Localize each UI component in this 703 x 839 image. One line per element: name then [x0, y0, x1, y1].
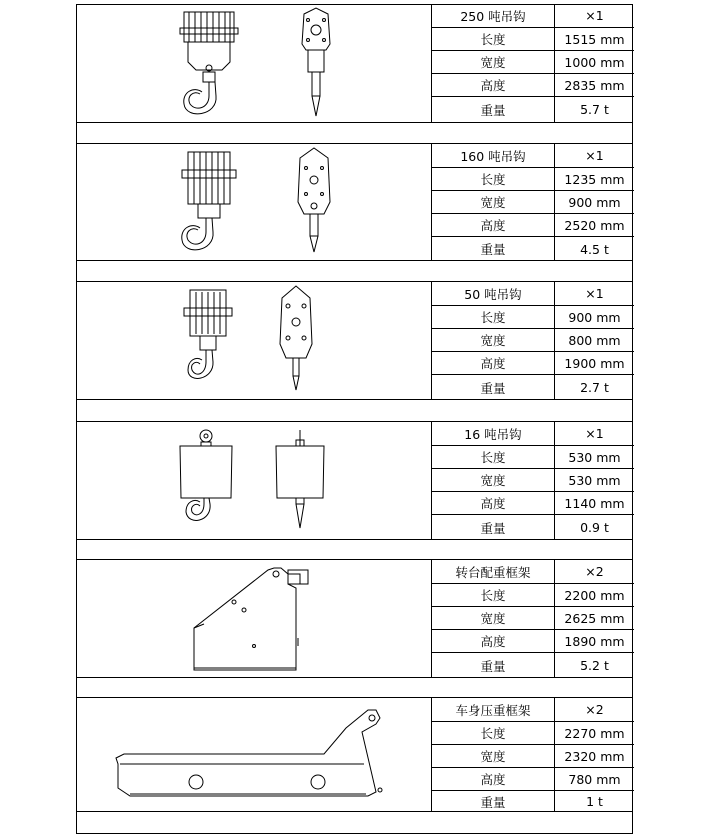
- spec-label: 宽度: [432, 329, 555, 351]
- item-quantity: ×2: [585, 702, 604, 717]
- drawing-carbody-counterweight-frame: [76, 698, 431, 811]
- spec-row: [432, 744, 634, 767]
- spec-row: [432, 50, 634, 73]
- spec-row: [432, 328, 634, 351]
- item-quantity: ×1: [585, 286, 604, 301]
- counterweight-frame-icon: [116, 710, 382, 796]
- spec-header-row: [432, 282, 634, 305]
- spec-label: 重量: [432, 653, 555, 678]
- item-quantity: ×1: [585, 426, 604, 441]
- spec-header-row: [432, 560, 634, 583]
- spec-label: 重量: [432, 97, 555, 122]
- spec-label: 长度: [432, 722, 555, 744]
- spec-value: 4.5 t: [580, 241, 609, 257]
- spec-header-row: [432, 4, 634, 27]
- section-divider: [76, 122, 633, 143]
- spec-value: 2200 mm: [564, 587, 625, 603]
- hook-front-view-icon: [180, 12, 238, 114]
- drawing-250t-hook: [76, 4, 431, 122]
- spec-table-250t-hook: [431, 4, 633, 122]
- item-quantity: ×2: [585, 564, 604, 579]
- spec-row: [432, 606, 634, 629]
- spec-row: [432, 73, 634, 96]
- spec-row: [432, 514, 634, 540]
- spec-label: 宽度: [432, 51, 555, 73]
- spec-label: 重量: [432, 237, 555, 261]
- spec-value: 0.9 t: [580, 520, 609, 535]
- spec-value: 1 t: [586, 794, 603, 809]
- spec-table-turntable-counterweight-frame: [431, 560, 633, 677]
- spec-row: [432, 629, 634, 652]
- drawing-16t-hook: [76, 422, 431, 539]
- item-name: 转台配重框架: [432, 560, 555, 583]
- spec-value: 1515 mm: [564, 31, 625, 47]
- spec-table-160t-hook: [431, 144, 633, 260]
- spec-value: 2.7 t: [580, 380, 609, 395]
- spec-row: [432, 351, 634, 374]
- spec-row: [432, 491, 634, 514]
- spec-value: 780 mm: [568, 771, 621, 787]
- hook-front-view-icon: [180, 430, 232, 520]
- spec-table-16t-hook: [431, 422, 633, 539]
- item-16t-hook: [76, 421, 633, 539]
- item-quantity: ×1: [585, 148, 604, 163]
- spec-label: 长度: [432, 446, 555, 468]
- item-name: 车身压重框架: [432, 698, 555, 721]
- hook-side-view-icon: [298, 148, 330, 252]
- spec-row: [432, 27, 634, 50]
- hook-side-view-icon: [280, 286, 312, 390]
- item-carbody-counterweight-frame: [76, 697, 633, 811]
- spec-value: 2625 mm: [564, 610, 625, 626]
- section-divider: [76, 399, 633, 421]
- spec-value: 800 mm: [568, 332, 621, 348]
- spec-row: [432, 96, 634, 122]
- spec-row: [432, 790, 634, 812]
- spec-value: 530 mm: [568, 472, 621, 488]
- spec-label: 高度: [432, 352, 555, 374]
- spec-row: [432, 767, 634, 790]
- spec-label: 高度: [432, 768, 555, 790]
- spec-label: 宽度: [432, 191, 555, 213]
- spec-value: 1140 mm: [564, 495, 625, 511]
- spec-row: [432, 213, 634, 236]
- hook-side-view-icon: [276, 430, 324, 528]
- spec-value: 2270 mm: [564, 725, 625, 741]
- spec-value: 2520 mm: [564, 217, 625, 233]
- spec-label: 重量: [432, 515, 555, 540]
- item-250t-hook: [76, 4, 633, 122]
- spec-row: [432, 445, 634, 468]
- hook-front-view-icon: [184, 290, 232, 378]
- spec-row: [432, 468, 634, 491]
- section-divider: [76, 260, 633, 281]
- spec-value: 1890 mm: [564, 633, 625, 649]
- hook-front-view-icon: [182, 152, 236, 250]
- spec-row: [432, 236, 634, 261]
- spec-label: 重量: [432, 375, 555, 400]
- spec-value: 1000 mm: [564, 54, 625, 70]
- drawing-turntable-counterweight-frame: [76, 560, 431, 677]
- section-divider: [76, 811, 633, 834]
- spec-label: 长度: [432, 28, 555, 50]
- spec-value: 1900 mm: [564, 355, 625, 371]
- item-turntable-counterweight-frame: [76, 559, 633, 677]
- spec-value: 2835 mm: [564, 77, 625, 93]
- spec-row: [432, 167, 634, 190]
- spec-row: [432, 374, 634, 400]
- item-name: 50 吨吊钩: [432, 282, 555, 305]
- spec-label: 长度: [432, 584, 555, 606]
- spec-label: 宽度: [432, 469, 555, 491]
- hook-side-view-icon: [302, 8, 330, 116]
- drawing-50t-hook: [76, 282, 431, 399]
- item-name: 16 吨吊钩: [432, 422, 555, 445]
- spec-label: 高度: [432, 214, 555, 236]
- spec-value: 530 mm: [568, 449, 621, 465]
- spec-value: 2320 mm: [564, 748, 625, 764]
- spec-label: 高度: [432, 630, 555, 652]
- spec-row: [432, 305, 634, 328]
- spec-table-50t-hook: [431, 282, 633, 399]
- item-50t-hook: [76, 281, 633, 399]
- counterweight-frame-icon: [194, 568, 308, 670]
- item-160t-hook: [76, 143, 633, 260]
- spec-header-row: [432, 698, 634, 721]
- item-quantity: ×1: [585, 8, 604, 23]
- section-divider: [76, 539, 633, 559]
- spec-header-row: [432, 422, 634, 445]
- spec-value: 900 mm: [568, 194, 621, 210]
- spec-value: 5.7 t: [580, 102, 609, 117]
- spec-table-carbody-counterweight-frame: [431, 698, 633, 811]
- spec-label: 长度: [432, 168, 555, 190]
- item-name: 160 吨吊钩: [432, 144, 555, 167]
- spec-value: 1235 mm: [564, 171, 625, 187]
- spec-row: [432, 583, 634, 606]
- spec-label: 宽度: [432, 607, 555, 629]
- drawing-160t-hook: [76, 144, 431, 260]
- spec-row: [432, 721, 634, 744]
- spec-header-row: [432, 144, 634, 167]
- spec-value: 5.2 t: [580, 658, 609, 673]
- spec-label: 高度: [432, 492, 555, 514]
- item-name: 250 吨吊钩: [432, 4, 555, 27]
- spec-row: [432, 652, 634, 678]
- spec-value: 900 mm: [568, 309, 621, 325]
- spec-label: 重量: [432, 791, 555, 812]
- spec-label: 高度: [432, 74, 555, 96]
- spec-label: 长度: [432, 306, 555, 328]
- spec-row: [432, 190, 634, 213]
- section-divider: [76, 677, 633, 697]
- spec-label: 宽度: [432, 745, 555, 767]
